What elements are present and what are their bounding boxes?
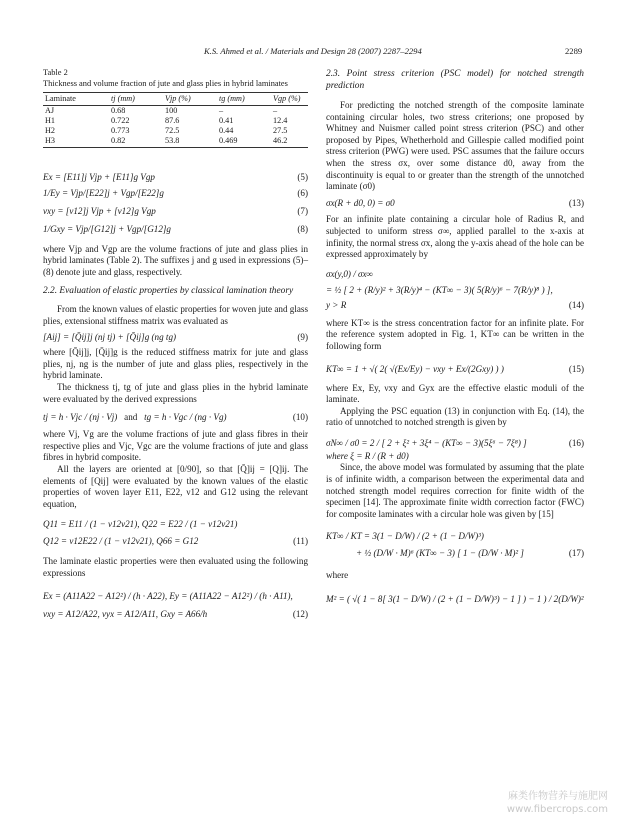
paragraph: Applying the PSC equation (13) in conjunction with Eq. (14), the ratio of unnotched to notched strength is given by xyxy=(326,405,584,428)
paragraph: where KT∞ is the stress concentration factor for an infinite plate. For the reference system adopted in Fig. 1, KT∞ can be written in the following form xyxy=(326,317,584,351)
section-heading: 2.2. Evaluation of elastic properties by classical lamination theory xyxy=(43,286,294,297)
paragraph: For predicting the notched strength of the composite laminate containing circular holes, two stress criterions; one proposed by Whitney and Nuismer called point stress criterion (PSC) and other proposed by Pipes, Whetherhold and Gillespie called modified point stress criterion (PWG) were used. PSC assumes that the failure occurs when the stress σx, over some distance d0, away from the discontinuity is equal to or greater than the strength of the unnotched laminate (σ0) xyxy=(326,100,584,192)
table-caption: Thickness and volume fraction of jute and glass plies in hybrid laminates xyxy=(43,78,288,88)
table-row xyxy=(43,126,308,136)
equation-13: σx(R + d0, 0) = σ0 (13) xyxy=(326,197,584,208)
table-cell: 0.41 xyxy=(219,116,234,125)
table-cell: 27.5 xyxy=(273,126,288,136)
table-row xyxy=(43,136,308,147)
col-header: Vgp (%) xyxy=(271,92,308,105)
equation-11: Q11 = E11 / (1 − ν12ν21), Q22 = E22 / (1 − ν12ν21) xyxy=(43,519,238,530)
paragraph: All the layers are oriented at [0/90], so that [Q̄]ij = [Q]ij. The elements of [Qij] were evaluated by the known values of the elastic properties of woven layer E11, E22, ν12 and G12 using the relevant equation, xyxy=(43,463,308,509)
table-cell: 72.5 xyxy=(165,126,180,136)
paragraph: From the known values of elastic properties for woven jute and glass plies, extensional stiffness matrix was evaluated as xyxy=(43,304,308,326)
table-cell: – xyxy=(219,105,224,115)
watermark: 麻类作物营养与施肥网 www.fibercrops.com xyxy=(506,791,608,815)
equation-6: 1/Ey = Vjp/[E22]j + Vgp/[E22]g (6) xyxy=(43,187,308,198)
table-cell: 87.6 xyxy=(165,116,180,125)
paragraph: where Vjp and Vgp are the volume fractions of jute and glass plies in hybrid laminates (Table 2). The suffixes j and g used in expressions (5)–(8) denote jute and glass, respectively. xyxy=(43,243,308,277)
table-cell: 46.2 xyxy=(271,136,308,147)
equation-18: M² = ( √( 1 − 8[ 3(1 − D/W) / (2 + (1 − D/W)³) − 1 ] ) − 1 ) / 2(D/W)² xyxy=(326,594,584,605)
equation-8: 1/Gxy = Vjp/[G12]j + Vgp/[G12]g (8) xyxy=(43,223,308,234)
equation-14: σx(y,0) / σx∞ xyxy=(326,268,374,279)
table-cell: 0.722 xyxy=(111,116,130,125)
paragraph: where xyxy=(326,570,349,581)
right-column xyxy=(326,68,584,606)
equation-12b: νxy = A12/A22, νyx = A12/A11, Gxy = A66/h (12) xyxy=(43,609,308,620)
table-cell: – xyxy=(273,105,278,115)
paragraph: where Vj, Vg are the volume fractions of jute and glass fibres in their respective plies and Vjc, Vgc are the volume fractions of jute and glass fibres in hybrid composite. xyxy=(43,429,308,463)
equation-10: tj = h · Vjc / (nj · Vj) and tg = h · Vgc / (ng · Vg) (10) xyxy=(43,412,308,423)
paragraph: where Ex, Ey, νxy and Gyx are the effective elastic moduli of the laminate. xyxy=(326,382,584,405)
xi-definition: where ξ = R / (R + d0) xyxy=(326,450,409,461)
table-cell: 0.68 xyxy=(111,105,126,115)
table-cell: 0.773 xyxy=(111,126,130,136)
paragraph: For an infinite plate containing a circular hole of Radius R, and subjected to uniform stress σ∞, applied parallel to the x-axis at infinity, the normal stress σx, along the y-axis ahead of the hole can be expressed approximately by xyxy=(326,214,584,260)
equation-9: [Aij] = [Q̄ij]j (nj tj) + [Q̄ij]g (ng tg) (9) xyxy=(43,331,308,342)
journal-citation: K.S. Ahmed et al. / Materials and Design 28 (2007) 2287–2294 xyxy=(204,46,422,56)
table-cell: 0.44 xyxy=(219,126,234,136)
section-heading: 2.3. Point stress criterion (PSC model) for notched strength prediction xyxy=(326,69,584,91)
equation-11b: Q12 = ν12E22 / (1 − ν12ν21), Q66 = G12 (11) xyxy=(43,536,308,547)
equation-14c: y > R (14) xyxy=(326,299,584,310)
table-label: Table 2 xyxy=(43,68,68,77)
table-cell: 12.4 xyxy=(273,116,288,125)
equation-15: KT∞ = 1 + √( 2( √(Ex/Ey) − νxy + Ex/(2Gxy) ) ) (15) xyxy=(326,363,584,374)
paragraph: where [Q̄ij]j, [Q̄ij]g is the reduced stiffness matrix for jute and glass plies, nj, ng is the number of jute and glass plies, respectively in the hybrid laminate. xyxy=(43,347,308,381)
table-row xyxy=(43,116,308,126)
table-cell: AJ xyxy=(45,105,55,115)
table-header-row xyxy=(43,92,308,105)
table-cell: 0.469 xyxy=(217,136,271,147)
equation-16: σN∞ / σ0 = 2 / [ 2 + ξ² + 3ξ⁴ − (KT∞ − 3)(5ξ⁶ − 7ξ⁸) ] (16) xyxy=(326,437,584,448)
paragraph: The thickness tj, tg of jute and glass plies in the hybrid laminate were evaluated by the derived expressions xyxy=(43,381,308,404)
table-row xyxy=(43,105,308,116)
paragraph: The laminate elastic properties were then evaluated using the following expressions xyxy=(43,556,308,578)
equation-17: KT∞ / KT = 3(1 − D/W) / (2 + (1 − D/W)³) xyxy=(326,531,484,542)
table-cell: 100 xyxy=(165,105,178,115)
equation-12: Ex = (A11A22 − A12²) / (h · A22), Ey = (A11A22 − A12²) / (h · A11), xyxy=(43,591,293,602)
equation-17b: + ½ (D/W · M)⁶ (KT∞ − 3) [ 1 − (D/W · M)² ] (17) xyxy=(356,548,584,559)
equation-5: Ex = [E11]j Vjp + [E11]g Vgp (5) xyxy=(43,171,308,182)
table-2 xyxy=(43,92,308,148)
equation-7: νxy = [ν12]j Vjp + [ν12]g Vgp (7) xyxy=(43,205,308,216)
table-cell: 0.82 xyxy=(109,136,163,147)
equation-14b: = ½ [ 2 + (R/y)² + 3(R/y)⁴ − (KT∞ − 3)( 5(R/y)⁶ − 7(R/y)⁸ ) ], xyxy=(326,284,553,295)
page-number: 2289 xyxy=(565,46,583,56)
paragraph: Since, the above model was formulated by assuming that the plate is of infinite width, a comparison between the experimental data and notched strength model requires correction for finite width of the specimen [14]. The approximate finite width correction factor (FWC) for composite laminates with a circular hole was given by [15] xyxy=(326,462,584,519)
table-cell: H3 xyxy=(43,136,109,147)
table-cell: H2 xyxy=(45,126,56,136)
col-header: tj (mm) xyxy=(109,92,163,105)
table-cell: 53.8 xyxy=(163,136,217,147)
left-column xyxy=(43,68,308,623)
col-header: tg (mm) xyxy=(217,92,271,105)
col-header: Laminate xyxy=(43,92,109,105)
table-cell: H1 xyxy=(45,116,56,125)
col-header: Vjp (%) xyxy=(163,92,217,105)
